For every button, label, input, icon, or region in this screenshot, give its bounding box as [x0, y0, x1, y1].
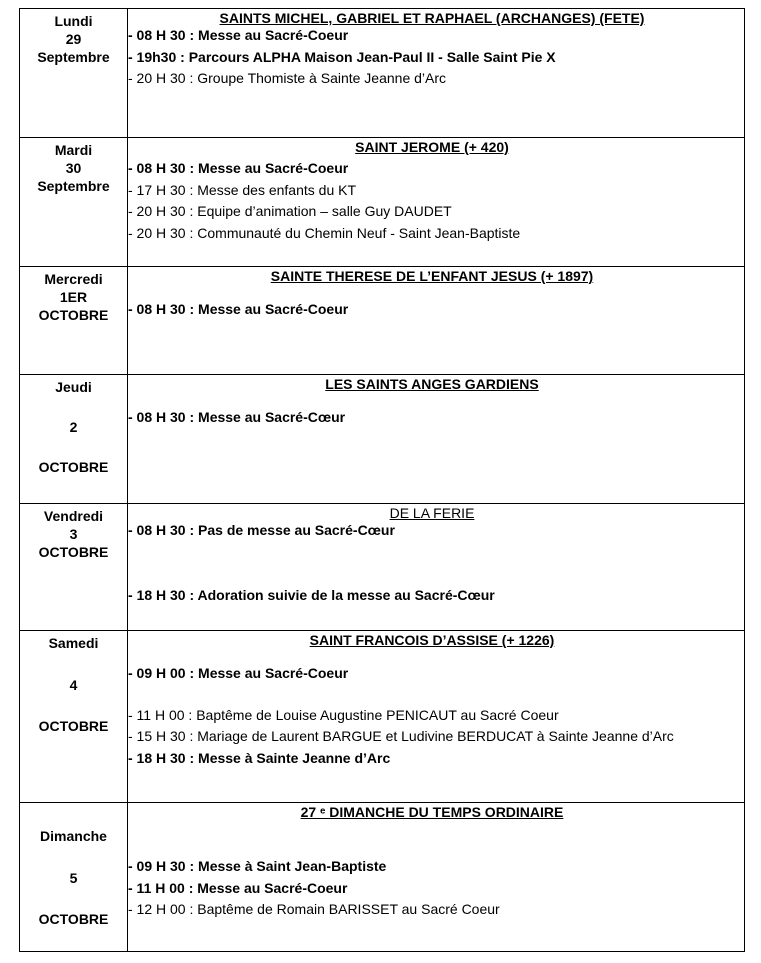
day-row: [20, 803, 745, 952]
day-month: OCTOBRE: [38, 307, 109, 323]
schedule-item: - 11 H 00 : Messe au Sacré-Coeur: [128, 879, 348, 896]
day-row: [20, 631, 745, 803]
feast-title: SAINT FRANCOIS D’ASSISE (+ 1226): [309, 632, 555, 648]
schedule-item: - 18 H 30 : Adoration suivie de la messe au Sacré-Cœur: [128, 586, 495, 603]
schedule-item: - 08 H 30 : Messe au Sacré-Coeur: [128, 301, 349, 317]
schedule-item: - 09 H 00 : Messe au Sacré-Coeur: [128, 665, 349, 681]
schedule-item: - 09 H 30 : Messe à Saint Jean-Baptiste: [128, 858, 387, 874]
day-number: 3: [69, 526, 78, 542]
day-row: [20, 138, 745, 267]
schedule-item: - 20 H 30 : Groupe Thomiste à Sainte Jeanne d’Arc: [128, 70, 447, 86]
weekly-schedule-table: [19, 8, 745, 952]
feast-title: SAINTS MICHEL, GABRIEL ET RAPHAEL (ARCHANGES) (FETE): [219, 10, 645, 26]
day-name: Samedi: [48, 635, 99, 651]
schedule-item: - 19h30 : Parcours ALPHA Maison Jean-Paul II - Salle Saint Pie X: [128, 48, 556, 65]
schedule-item: - 15 H 30 : Mariage de Laurent BARGUE et Ludivine BERDUCAT à Sainte Jeanne d’Arc: [128, 728, 674, 744]
day-number: 30: [65, 160, 82, 176]
day-label: [20, 375, 127, 481]
day-month: OCTOBRE: [38, 718, 109, 734]
schedule-item: - 17 H 30 : Messe des enfants du KT: [128, 181, 357, 198]
day-month: OCTOBRE: [38, 911, 109, 927]
day-label: [20, 803, 127, 933]
day-label: [20, 138, 127, 200]
schedule-item: - 18 H 30 : Messe à Sainte Jeanne d’Arc: [128, 749, 391, 766]
day-month: OCTOBRE: [38, 544, 109, 560]
day-name: Lundi: [54, 13, 93, 29]
day-content: [128, 9, 745, 138]
schedule-item: - 20 H 30 : Communauté du Chemin Neuf - Saint Jean-Baptiste: [128, 224, 521, 241]
day-content: [128, 504, 745, 631]
day-name: Mardi: [54, 142, 93, 158]
day-content: [128, 267, 745, 375]
schedule-item: - 11 H 00 : Baptême de Louise Augustine PENICAUT au Sacré Coeur: [128, 706, 559, 723]
day-content: [128, 375, 745, 504]
day-content: [128, 631, 745, 803]
schedule-item: - 08 H 30 : Messe au Sacré-Coeur: [128, 27, 349, 43]
day-name: Mercredi: [44, 271, 103, 287]
schedule-item: - 20 H 30 : Equipe d’animation – salle Guy DAUDET: [128, 203, 452, 219]
schedule-item: - 08 H 30 : Messe au Sacré-Coeur: [128, 160, 349, 176]
day-row: [20, 9, 745, 138]
day-row: [20, 267, 745, 375]
day-label: [20, 504, 127, 566]
day-month: OCTOBRE: [38, 459, 109, 475]
day-name: Jeudi: [55, 379, 92, 395]
day-number: 2: [69, 419, 78, 435]
day-label: [20, 631, 127, 740]
day-name: Dimanche: [40, 828, 107, 844]
day-label: [20, 9, 127, 71]
schedule-item: - 08 H 30 : Messe au Sacré-Cœur: [128, 409, 346, 425]
schedule-item: - 08 H 30 : Pas de messe au Sacré-Cœur: [128, 522, 395, 538]
day-number: 1ER: [59, 289, 88, 305]
day-name: Vendredi: [43, 508, 104, 524]
feast-title: SAINTE THERESE DE L’ENFANT JESUS (+ 1897): [270, 268, 594, 284]
top-decoration: [112, 0, 134, 5]
feast-title: 27 ᵉ DIMANCHE DU TEMPS ORDINAIRE: [300, 804, 564, 820]
day-month: Septembre: [37, 49, 110, 65]
day-content: [128, 803, 745, 952]
day-content: [128, 138, 745, 267]
schedule-item: - 12 H 00 : Baptême de Romain BARISSET au Sacré Coeur: [128, 901, 500, 917]
day-row: [20, 504, 745, 631]
day-row: [20, 375, 745, 504]
day-month: Septembre: [37, 178, 110, 194]
feast-title: SAINT JEROME (+ 420): [355, 139, 509, 155]
feast-title: DE LA FERIE: [389, 505, 475, 521]
feast-title: LES SAINTS ANGES GARDIENS: [325, 376, 539, 392]
day-label: [20, 267, 127, 329]
day-number: 5: [69, 869, 78, 886]
day-number: 4: [69, 676, 78, 693]
day-number: 29: [65, 31, 82, 47]
